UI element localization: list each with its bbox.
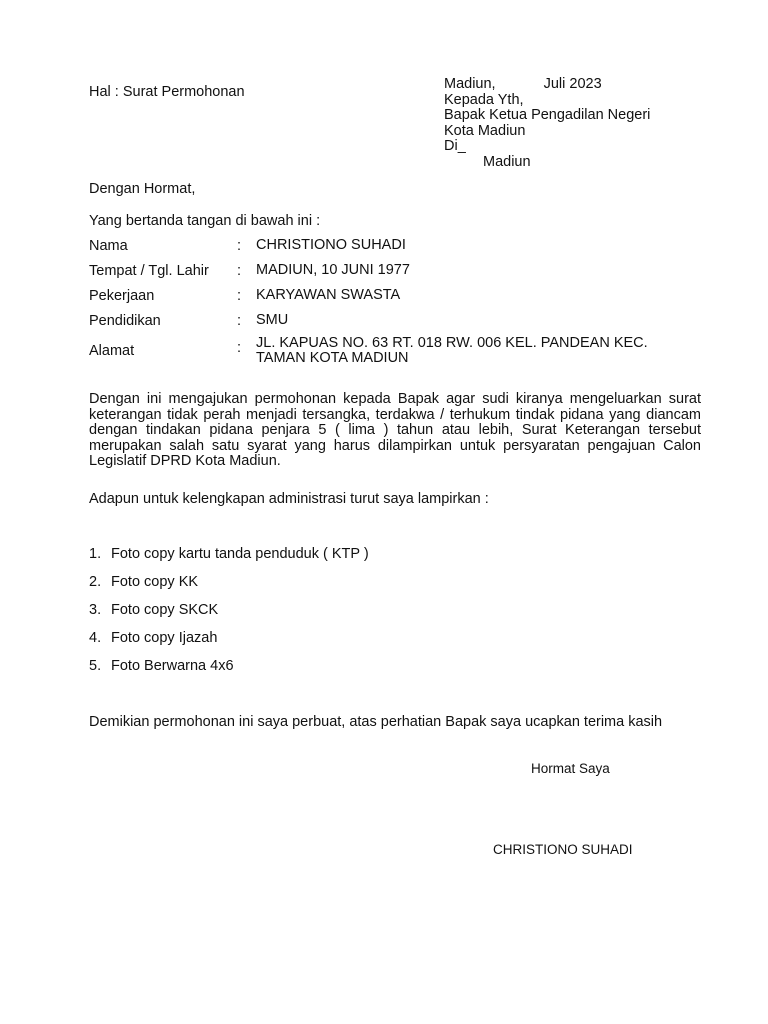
recipient-block xyxy=(444,77,650,170)
attachment-text: Foto copy KK xyxy=(111,574,199,590)
attachment-number: 5. xyxy=(89,658,102,674)
date-line xyxy=(444,77,650,93)
closing-text: Demikian permohonan ini saya perbuat, atas perhatian Bapak saya ucapkan terima kasih xyxy=(89,714,663,730)
identity-label: Pendidikan xyxy=(89,313,161,329)
attachment-text: Foto Berwarna 4x6 xyxy=(111,658,234,674)
date-value: Juli 2023 xyxy=(543,76,602,92)
signature-greeting: Hormat Saya xyxy=(531,761,610,776)
identity-label: Nama xyxy=(89,238,128,254)
identity-label: Tempat / Tgl. Lahir xyxy=(89,263,209,279)
identity-label: Pekerjaan xyxy=(89,288,155,304)
identity-value: CHRISTIONO SUHADI xyxy=(256,237,406,253)
identity-colon: : xyxy=(237,313,242,329)
identity-value: JL. KAPUAS NO. 63 RT. 018 RW. 006 KEL. PANDEAN KEC. TAMAN KOTA MADIUN xyxy=(256,335,648,366)
attachment-number: 1. xyxy=(89,546,102,562)
identity-colon: : xyxy=(237,340,242,356)
attachment-item xyxy=(89,630,217,646)
attachment-text: Foto copy Ijazah xyxy=(111,630,218,646)
signer-name: CHRISTIONO SUHADI xyxy=(493,842,633,857)
identity-colon: : xyxy=(237,238,242,254)
recipient-line: Kota Madiun xyxy=(444,122,526,139)
identity-value: MADIUN, 10 JUNI 1977 xyxy=(256,262,410,278)
attachment-text: Foto copy kartu tanda penduduk ( KTP ) xyxy=(111,546,369,562)
intro-text: Yang bertanda tangan di bawah ini : xyxy=(89,213,321,229)
recipient-line: Di_ xyxy=(444,138,466,154)
date-city: Madiun, xyxy=(444,76,496,92)
identity-colon: : xyxy=(237,263,242,279)
identity-value: SMU xyxy=(256,312,289,328)
attachment-number: 3. xyxy=(89,602,102,618)
identity-value: KARYAWAN SWASTA xyxy=(256,287,401,303)
recipient-line: Bapak Ketua Pengadilan Negeri xyxy=(444,107,651,123)
body-paragraph: Dengan ini mengajukan permohonan kepada Bapak agar sudi kiranya mengeluarkan surat keterangan tidak perah menjadi tersangka, terdakwa / terhukum tindak pidana yang diancam dengan tindakan pidana penjara 5 ( lima ) tahun atau lebih, Surat Keterangan tersebut merupakan salah satu syarat yang harus dilampirkan untuk persyaratan pengajuan Calon Legislatif DPRD Kota Madiun. xyxy=(89,391,701,469)
attachment-number: 2. xyxy=(89,574,102,590)
identity-colon: : xyxy=(237,288,242,304)
attachment-item xyxy=(89,546,369,562)
identity-label: Alamat xyxy=(89,343,135,359)
attachment-intro: Adapun untuk kelengkapan administrasi turut saya lampirkan : xyxy=(89,491,489,507)
attachment-item xyxy=(89,602,218,618)
letter-subject: Hal : Surat Permohonan xyxy=(89,84,245,100)
recipient-line: Kepada Yth, xyxy=(444,91,524,108)
salutation: Dengan Hormat, xyxy=(89,181,196,197)
attachment-number: 4. xyxy=(89,630,102,646)
attachment-item xyxy=(89,574,198,590)
attachment-item xyxy=(89,658,234,674)
attachment-text: Foto copy SKCK xyxy=(111,602,219,618)
recipient-line: Madiun xyxy=(483,153,531,170)
